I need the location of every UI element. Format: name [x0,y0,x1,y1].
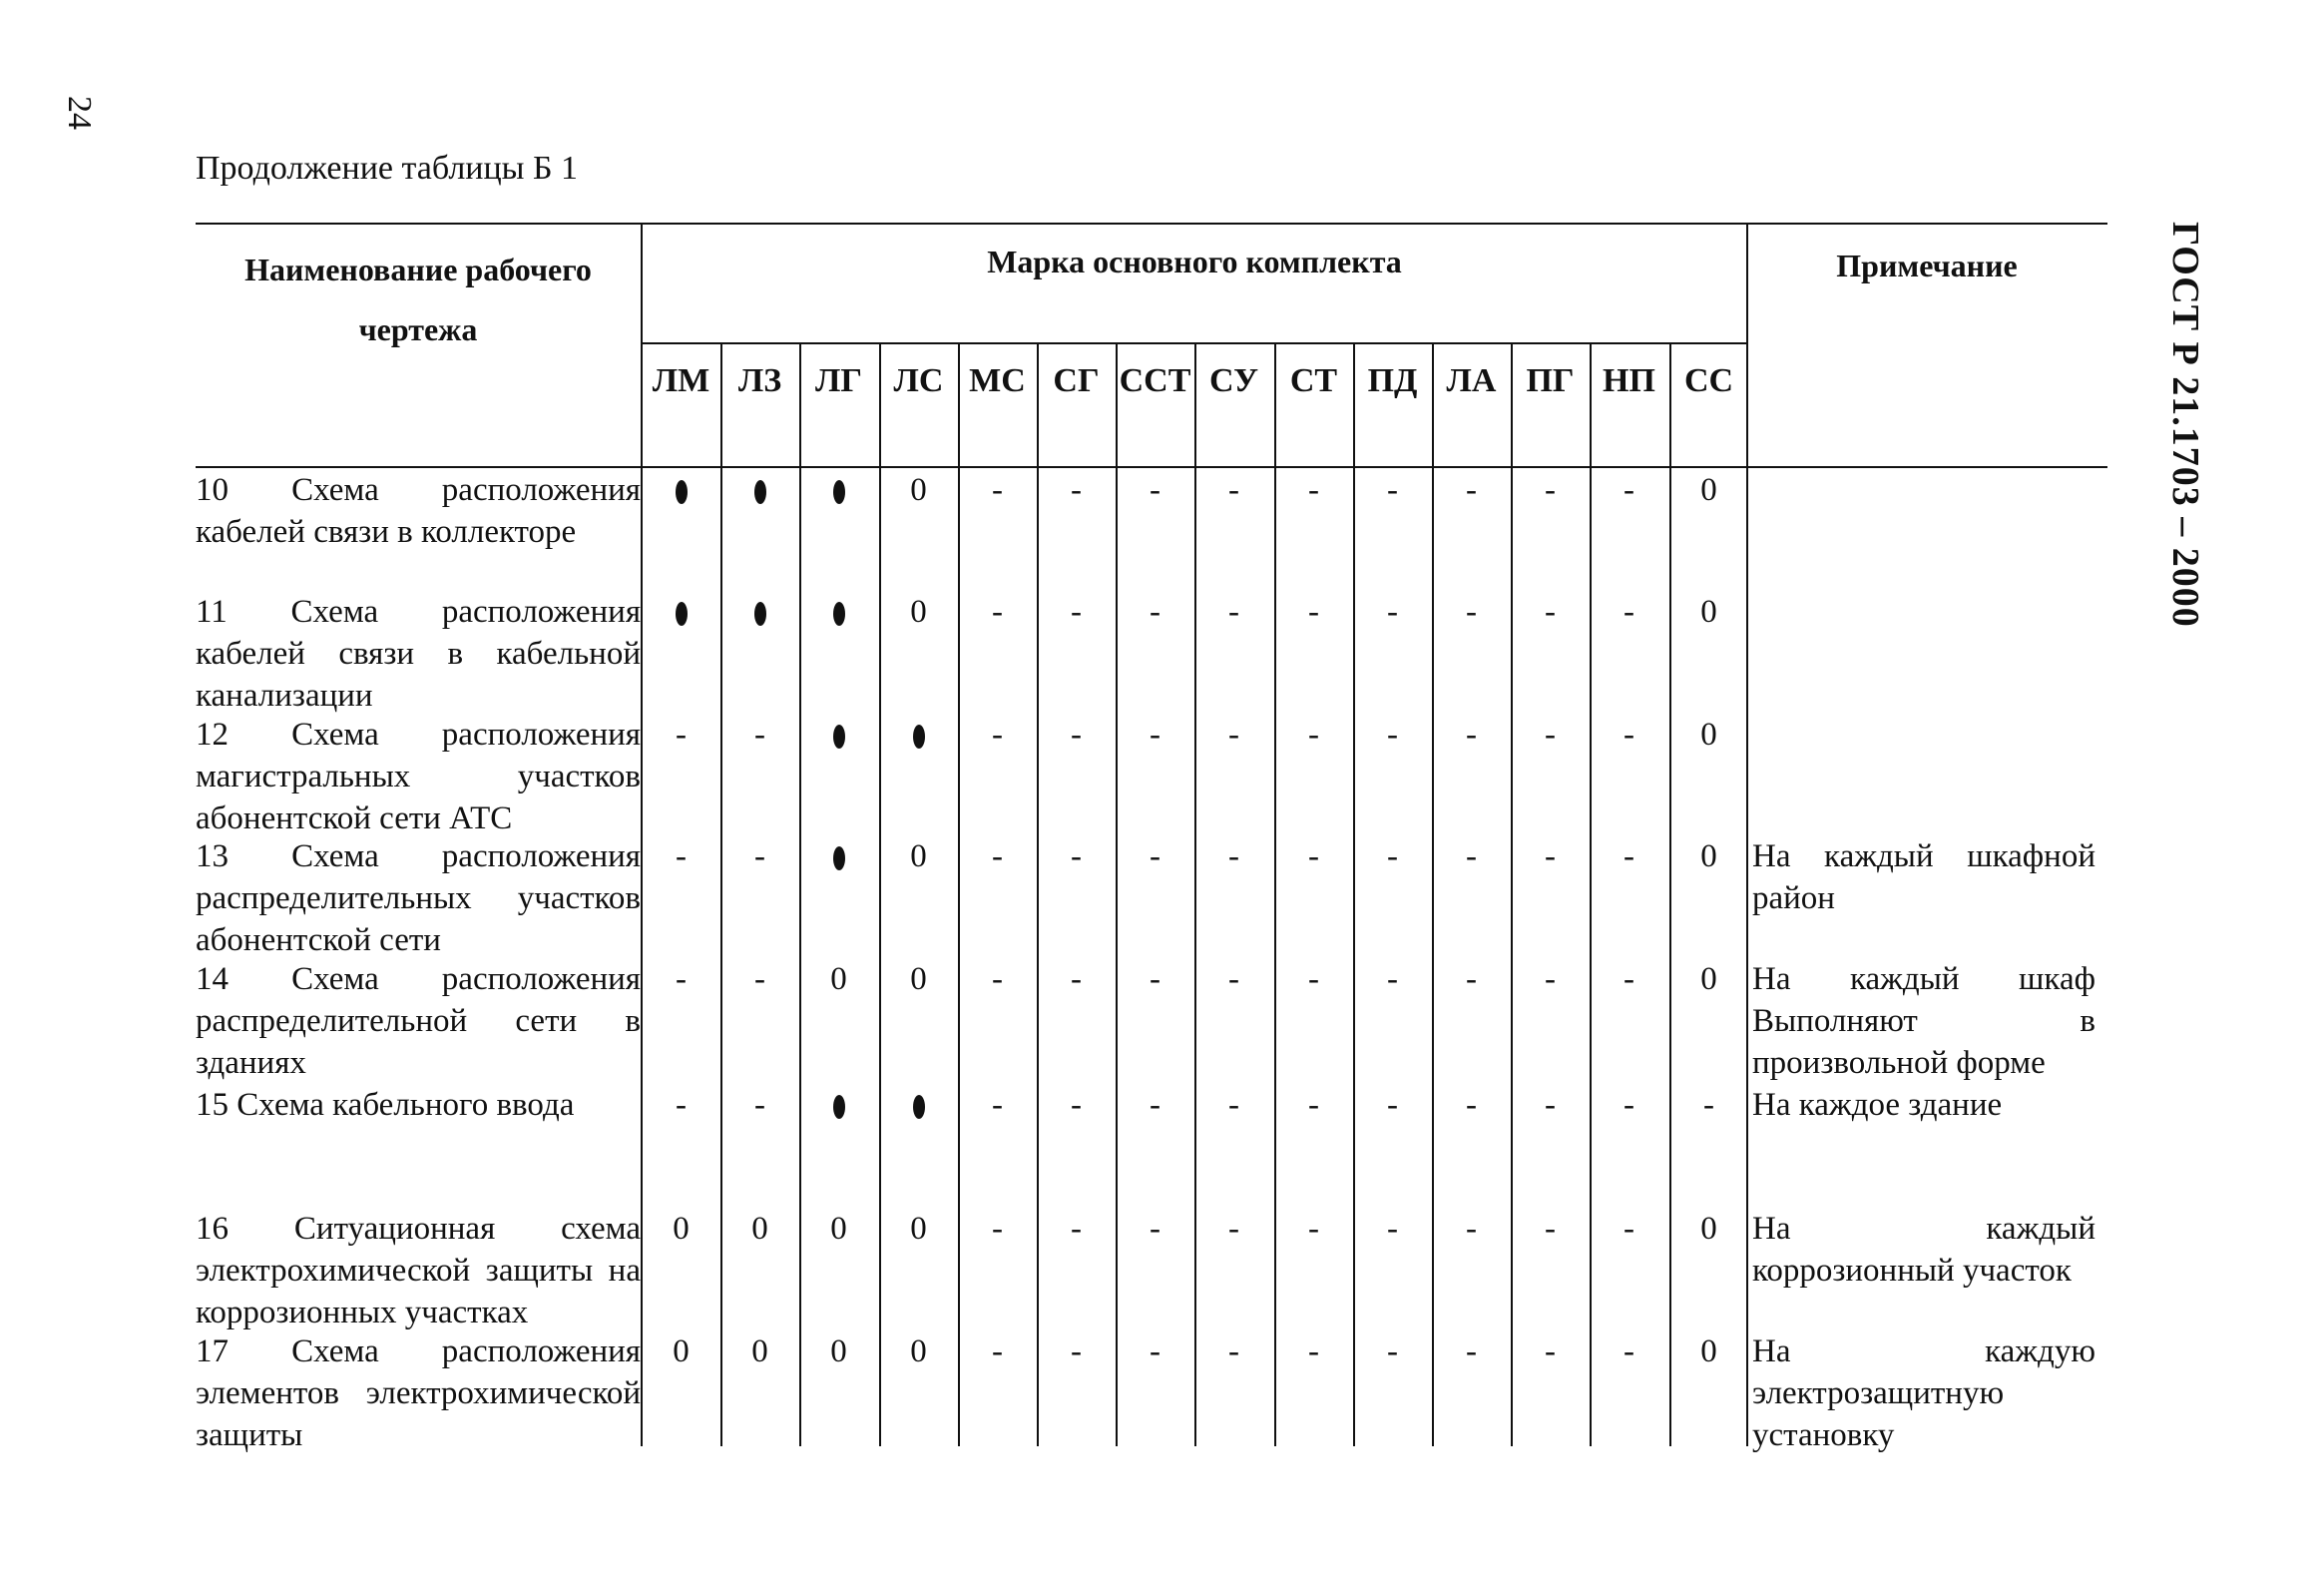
mark-dash: - [1545,594,1556,630]
mark-dash: - [1387,594,1398,630]
mark-zero: 0 [910,961,927,997]
column-code: ЛС [893,362,944,399]
mark-zero: 0 [1700,961,1717,997]
mark-dot [799,714,878,756]
column-code: ПГ [1526,362,1575,399]
mark-dash: - [1624,594,1634,630]
mark-dot [799,835,878,877]
mark-dash: - [1387,838,1398,874]
table-caption: Продолжение таблицы Б 1 [196,150,579,187]
column-code: СГ [1053,362,1100,399]
mark-zero: 0 [1700,1333,1717,1369]
column-code: СТ [1289,362,1338,399]
table-top-rule [196,223,2107,225]
filled-dot-icon [676,602,688,626]
mark-dash: - [1071,1087,1082,1123]
mark-zero: 0 [1700,717,1717,753]
mark-zero: 0 [751,1211,768,1247]
mark-dash: - [1228,594,1239,630]
row-note: На каждую электрозащитную установку [1752,1333,2095,1453]
mark-dash: - [1466,838,1477,874]
mark-dash: - [1545,472,1556,508]
row-note: На каждое здание [1752,1087,2003,1123]
mark-dash: - [676,1087,687,1123]
mark-dash: - [754,717,765,753]
mark-dash: - [1466,1333,1477,1369]
mark-dash: - [1387,1087,1398,1123]
mark-dash: - [754,961,765,997]
row-drawing-name: 10 Схема расположения кабелей связи в коллекторе [196,472,641,550]
mark-dash: - [1466,594,1477,630]
mark-zero: 0 [830,961,847,997]
mark-dash: - [1228,1087,1239,1123]
mark-zero: 0 [910,838,927,874]
mark-dash: - [1308,838,1319,874]
row-drawing-name: 14 Схема расположения распределительной сети в зданиях [196,961,641,1081]
filled-dot-icon [754,480,766,504]
mark-dash: - [1703,1087,1714,1123]
mark-dash: - [1071,1211,1082,1247]
row-drawing-name: 16 Ситуационная схема электрохимической защиты на коррозионных участках [196,1211,641,1330]
standard-designation: ГОСТ Р 21.1703 – 2000 [2164,222,2206,628]
mark-dash: - [1624,1333,1634,1369]
mark-zero: 0 [751,1333,768,1369]
row-drawing-name: 13 Схема расположения распределительных участков абонентской сети [196,838,641,958]
mark-zero: 0 [910,472,927,508]
mark-dash: - [1624,1087,1634,1123]
mark-dash: - [992,472,1003,508]
mark-dash: - [1308,1211,1319,1247]
mark-dash: - [1545,717,1556,753]
filled-dot-icon [754,602,766,626]
mark-dash: - [992,838,1003,874]
filled-dot-icon [913,1095,925,1119]
filled-dot-icon [833,846,845,870]
column-code: НП [1603,362,1655,399]
mark-zero: 0 [910,1333,927,1369]
mark-dash: - [1466,717,1477,753]
mark-dash: - [1624,961,1634,997]
mark-dash: - [1071,961,1082,997]
mark-dash: - [1228,961,1239,997]
mark-dot [879,714,958,756]
mark-dash: - [1228,838,1239,874]
mark-dash: - [1150,961,1161,997]
mark-dash: - [992,961,1003,997]
mark-dash: - [1545,1087,1556,1123]
mark-dash: - [1308,594,1319,630]
mark-dash: - [676,838,687,874]
mark-dash: - [676,961,687,997]
mark-dash: - [1624,838,1634,874]
row-drawing-name: 11 Схема расположения кабелей связи в кабельной канализации [196,594,641,714]
column-code: ПД [1367,362,1418,399]
mark-dash: - [1466,472,1477,508]
mark-zero: 0 [1700,472,1717,508]
row-note: На каждый шкаф Выполняют в произвольной форме [1752,961,2095,1081]
mark-dash: - [1308,1087,1319,1123]
mark-dash: - [676,717,687,753]
mark-zero: 0 [1700,594,1717,630]
mark-zero: 0 [1700,838,1717,874]
mark-zero: 0 [910,594,927,630]
mark-dot [642,469,720,511]
filled-dot-icon [833,725,845,749]
header-drawing-name: Наименование рабочего чертежа [244,252,592,347]
row-note: На каждый шкафной район [1752,838,2095,916]
column-code: ЛМ [652,362,710,399]
mark-dash: - [992,717,1003,753]
mark-dash: - [1228,1211,1239,1247]
column-code: ЛЗ [737,362,782,399]
mark-dash: - [1308,1333,1319,1369]
mark-dash: - [1071,472,1082,508]
filled-dot-icon [833,602,845,626]
row-drawing-name: 17 Схема расположения элементов электрохимической защиты [196,1333,641,1453]
mark-dash: - [1624,1211,1634,1247]
mark-dash: - [1228,1333,1239,1369]
mark-dash: - [992,1087,1003,1123]
mark-dash: - [1466,961,1477,997]
column-code: ЛГ [815,362,862,399]
page-number: 24 [61,96,98,130]
mark-dash: - [1387,961,1398,997]
mark-dash: - [1228,717,1239,753]
filled-dot-icon [833,480,845,504]
column-code: СУ [1208,362,1259,399]
mark-dash: - [1308,472,1319,508]
mark-dash: - [1545,1211,1556,1247]
row-note: На каждый коррозионный участок [1752,1211,2095,1289]
mark-dash: - [754,1087,765,1123]
mark-dot [720,469,799,511]
mark-dot [879,1084,958,1126]
row-drawing-name: 15 Схема кабельного ввода [196,1087,575,1123]
row-drawing-name: 12 Схема расположения магистральных участков абонентской сети АТС [196,717,641,836]
mark-dash: - [992,1211,1003,1247]
mark-dash: - [1545,961,1556,997]
mark-dot [799,591,878,633]
mark-dash: - [1228,472,1239,508]
mark-zero: 0 [673,1333,690,1369]
mark-dash: - [1150,1333,1161,1369]
mark-dash: - [1150,838,1161,874]
mark-zero: 0 [1700,1211,1717,1247]
mark-dash: - [1466,1087,1477,1123]
mark-zero: 0 [910,1211,927,1247]
column-code: СС [1683,362,1734,399]
mark-dot [799,1084,878,1126]
header-main-set-mark: Марка основного комплекта [987,244,1402,279]
mark-dash: - [1545,838,1556,874]
column-code: ЛА [1446,362,1497,399]
mark-dash: - [992,594,1003,630]
mark-dot [720,591,799,633]
mark-dot [642,591,720,633]
mark-zero: 0 [830,1211,847,1247]
header-bottom-rule [196,466,2107,468]
mark-dash: - [1466,1211,1477,1247]
mark-dash: - [992,1333,1003,1369]
mark-dash: - [1150,717,1161,753]
filled-dot-icon [676,480,688,504]
mark-dash: - [1387,717,1398,753]
mark-dash: - [1150,1087,1161,1123]
column-code: ССТ [1119,362,1191,399]
filled-dot-icon [833,1095,845,1119]
mark-zero: 0 [830,1333,847,1369]
mark-dot [799,469,878,511]
mark-dash: - [1150,594,1161,630]
mark-dash: - [1071,1333,1082,1369]
column-code: МС [969,362,1026,399]
mark-dash: - [1624,717,1634,753]
mark-dash: - [1624,472,1634,508]
mark-dash: - [1071,838,1082,874]
mark-dash: - [1387,1333,1398,1369]
mark-dash: - [1308,717,1319,753]
mark-zero: 0 [673,1211,690,1247]
mark-dash: - [1071,717,1082,753]
header-note: Примечание [1836,248,2018,283]
mark-dash: - [1308,961,1319,997]
mark-dash: - [1150,472,1161,508]
mark-dash: - [754,838,765,874]
mark-dash: - [1545,1333,1556,1369]
mark-dash: - [1387,472,1398,508]
header-divider-right [1746,223,1748,1446]
filled-dot-icon [913,725,925,749]
mark-dash: - [1071,594,1082,630]
mark-dash: - [1387,1211,1398,1247]
mark-dash: - [1150,1211,1161,1247]
